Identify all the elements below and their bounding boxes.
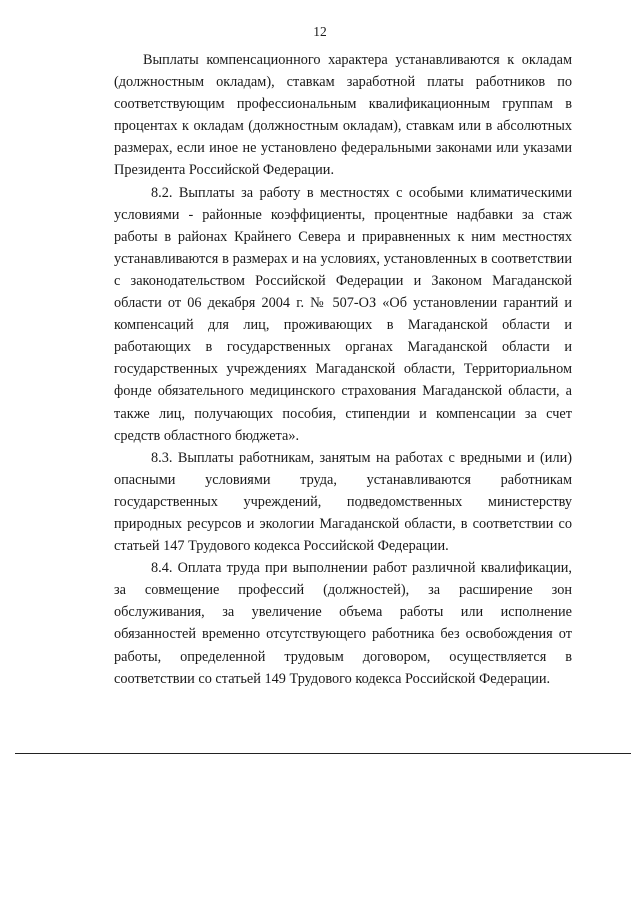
page-number: 12: [313, 24, 327, 39]
horizontal-divider: [15, 753, 631, 754]
paragraph-8-3: 8.3. Выплаты работникам, занятым на работах с вредными и (или) опасными условиями труда, устанавливаются работникам государственных учреждений, подведомственных министерству природных ресурсов и экологии Магаданской области, в соответствии со статьей 147 Трудового кодекса Российской Федерации.: [114, 449, 572, 555]
paragraph-compensation-payments: Выплаты компенсационного характера устанавливаются к окладам (должностным окладам), ставкам заработной платы работников по соответствующим профессиональным квалификационным группам в процентах к окладам (должностным окладам), ставкам или в абсолютных размерах, если иное не установлено федеральными законами или указами Президента Российской Федерации.: [114, 52, 572, 179]
paragraph-8-4: 8.4. Оплата труда при выполнении работ различной квалификации, за совмещение профессий (должностей), за расширение зон обслуживания, за увеличение объема работы или исполнение обязанностей временно отсутствующего работника без освобождения от работы, определенной трудовым договором, осуществляется в соответствии со статьей 149 Трудового кодекса Российской Федерации.: [114, 560, 572, 687]
paragraph-8-2: 8.2. Выплаты за работу в местностях с особыми климатическими условиями - районные коэффициенты, процентные надбавки за стаж работы в районах Крайнего Севера и приравненных к ним местностях устанавливаются в размерах и на условиях, установленных в соответствии с законодательством Российской Федерации и Законом Магаданской области от 06 декабря 2004 г. № 507-ОЗ «Об установлении гарантий и компенсаций для лиц, проживающих в Магаданской области и работающих в государственных органах Магаданской области и государственных учреждениях Магаданской области, Территориальном фонде обязательного медицинского страхования Магаданской области, а также лиц, получающих пособия, стипендии и компенсации за счет средств областного бюджета».: [114, 184, 572, 444]
document-body: [114, 49, 572, 690]
